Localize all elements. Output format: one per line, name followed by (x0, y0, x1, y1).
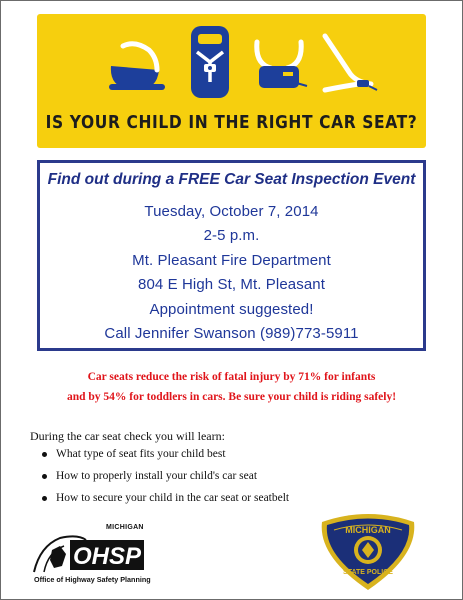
bullet-icon (42, 452, 47, 457)
event-info-box (37, 160, 426, 351)
banner (37, 14, 426, 148)
event-date: Tuesday, October 7, 2014 (144, 203, 319, 220)
event-address: 804 E High St, Mt. Pleasant (138, 276, 325, 293)
learn-intro: During the car seat check you will learn: (30, 429, 225, 443)
bullet-icon (42, 496, 47, 501)
list-item-text: How to secure your child in the car seat or seatbelt (56, 492, 290, 504)
badge-top-text: MICHIGAN (345, 525, 391, 535)
bullet-icon (42, 474, 47, 479)
convertible-seat-icon (187, 24, 233, 102)
seat-belt-icon (319, 30, 379, 96)
ohsp-logo (30, 524, 150, 586)
badge-bottom-text: STATE POLICE (343, 569, 393, 576)
event-contact: Call Jennifer Swanson (989)773-5911 (104, 325, 359, 342)
ohsp-letters: OHSP (72, 543, 142, 570)
list-item-text: How to properly install your child's car seat (56, 470, 258, 482)
ohsp-mark-icon (30, 532, 150, 580)
list-item (40, 448, 289, 463)
booster-seat-icon (249, 34, 309, 96)
state-police-badge (314, 508, 422, 597)
warning-line-2: and by 54% for toddlers in cars. Be sure your child is riding safely! (66, 391, 397, 403)
event-header: Find out during a FREE Car Seat Inspection Event (47, 171, 416, 188)
ohsp-michigan-label: MICHIGAN (106, 524, 144, 531)
warning-line-1: Car seats reduce the risk of fatal injury by 71% for infants (87, 371, 376, 383)
event-appointment: Appointment suggested! (149, 301, 314, 318)
learn-list (40, 448, 289, 514)
list-item (40, 470, 289, 485)
banner-title: IS YOUR CHILD IN THE RIGHT CAR SEAT? (45, 111, 418, 133)
infant-seat-icon (105, 36, 169, 96)
event-location: Mt. Pleasant Fire Department (132, 252, 331, 269)
list-item-text: What type of seat fits your child best (56, 448, 226, 460)
ohsp-caption: Office of Highway Safety Planning (34, 575, 151, 584)
event-time: 2-5 p.m. (203, 227, 260, 244)
list-item (40, 492, 289, 507)
